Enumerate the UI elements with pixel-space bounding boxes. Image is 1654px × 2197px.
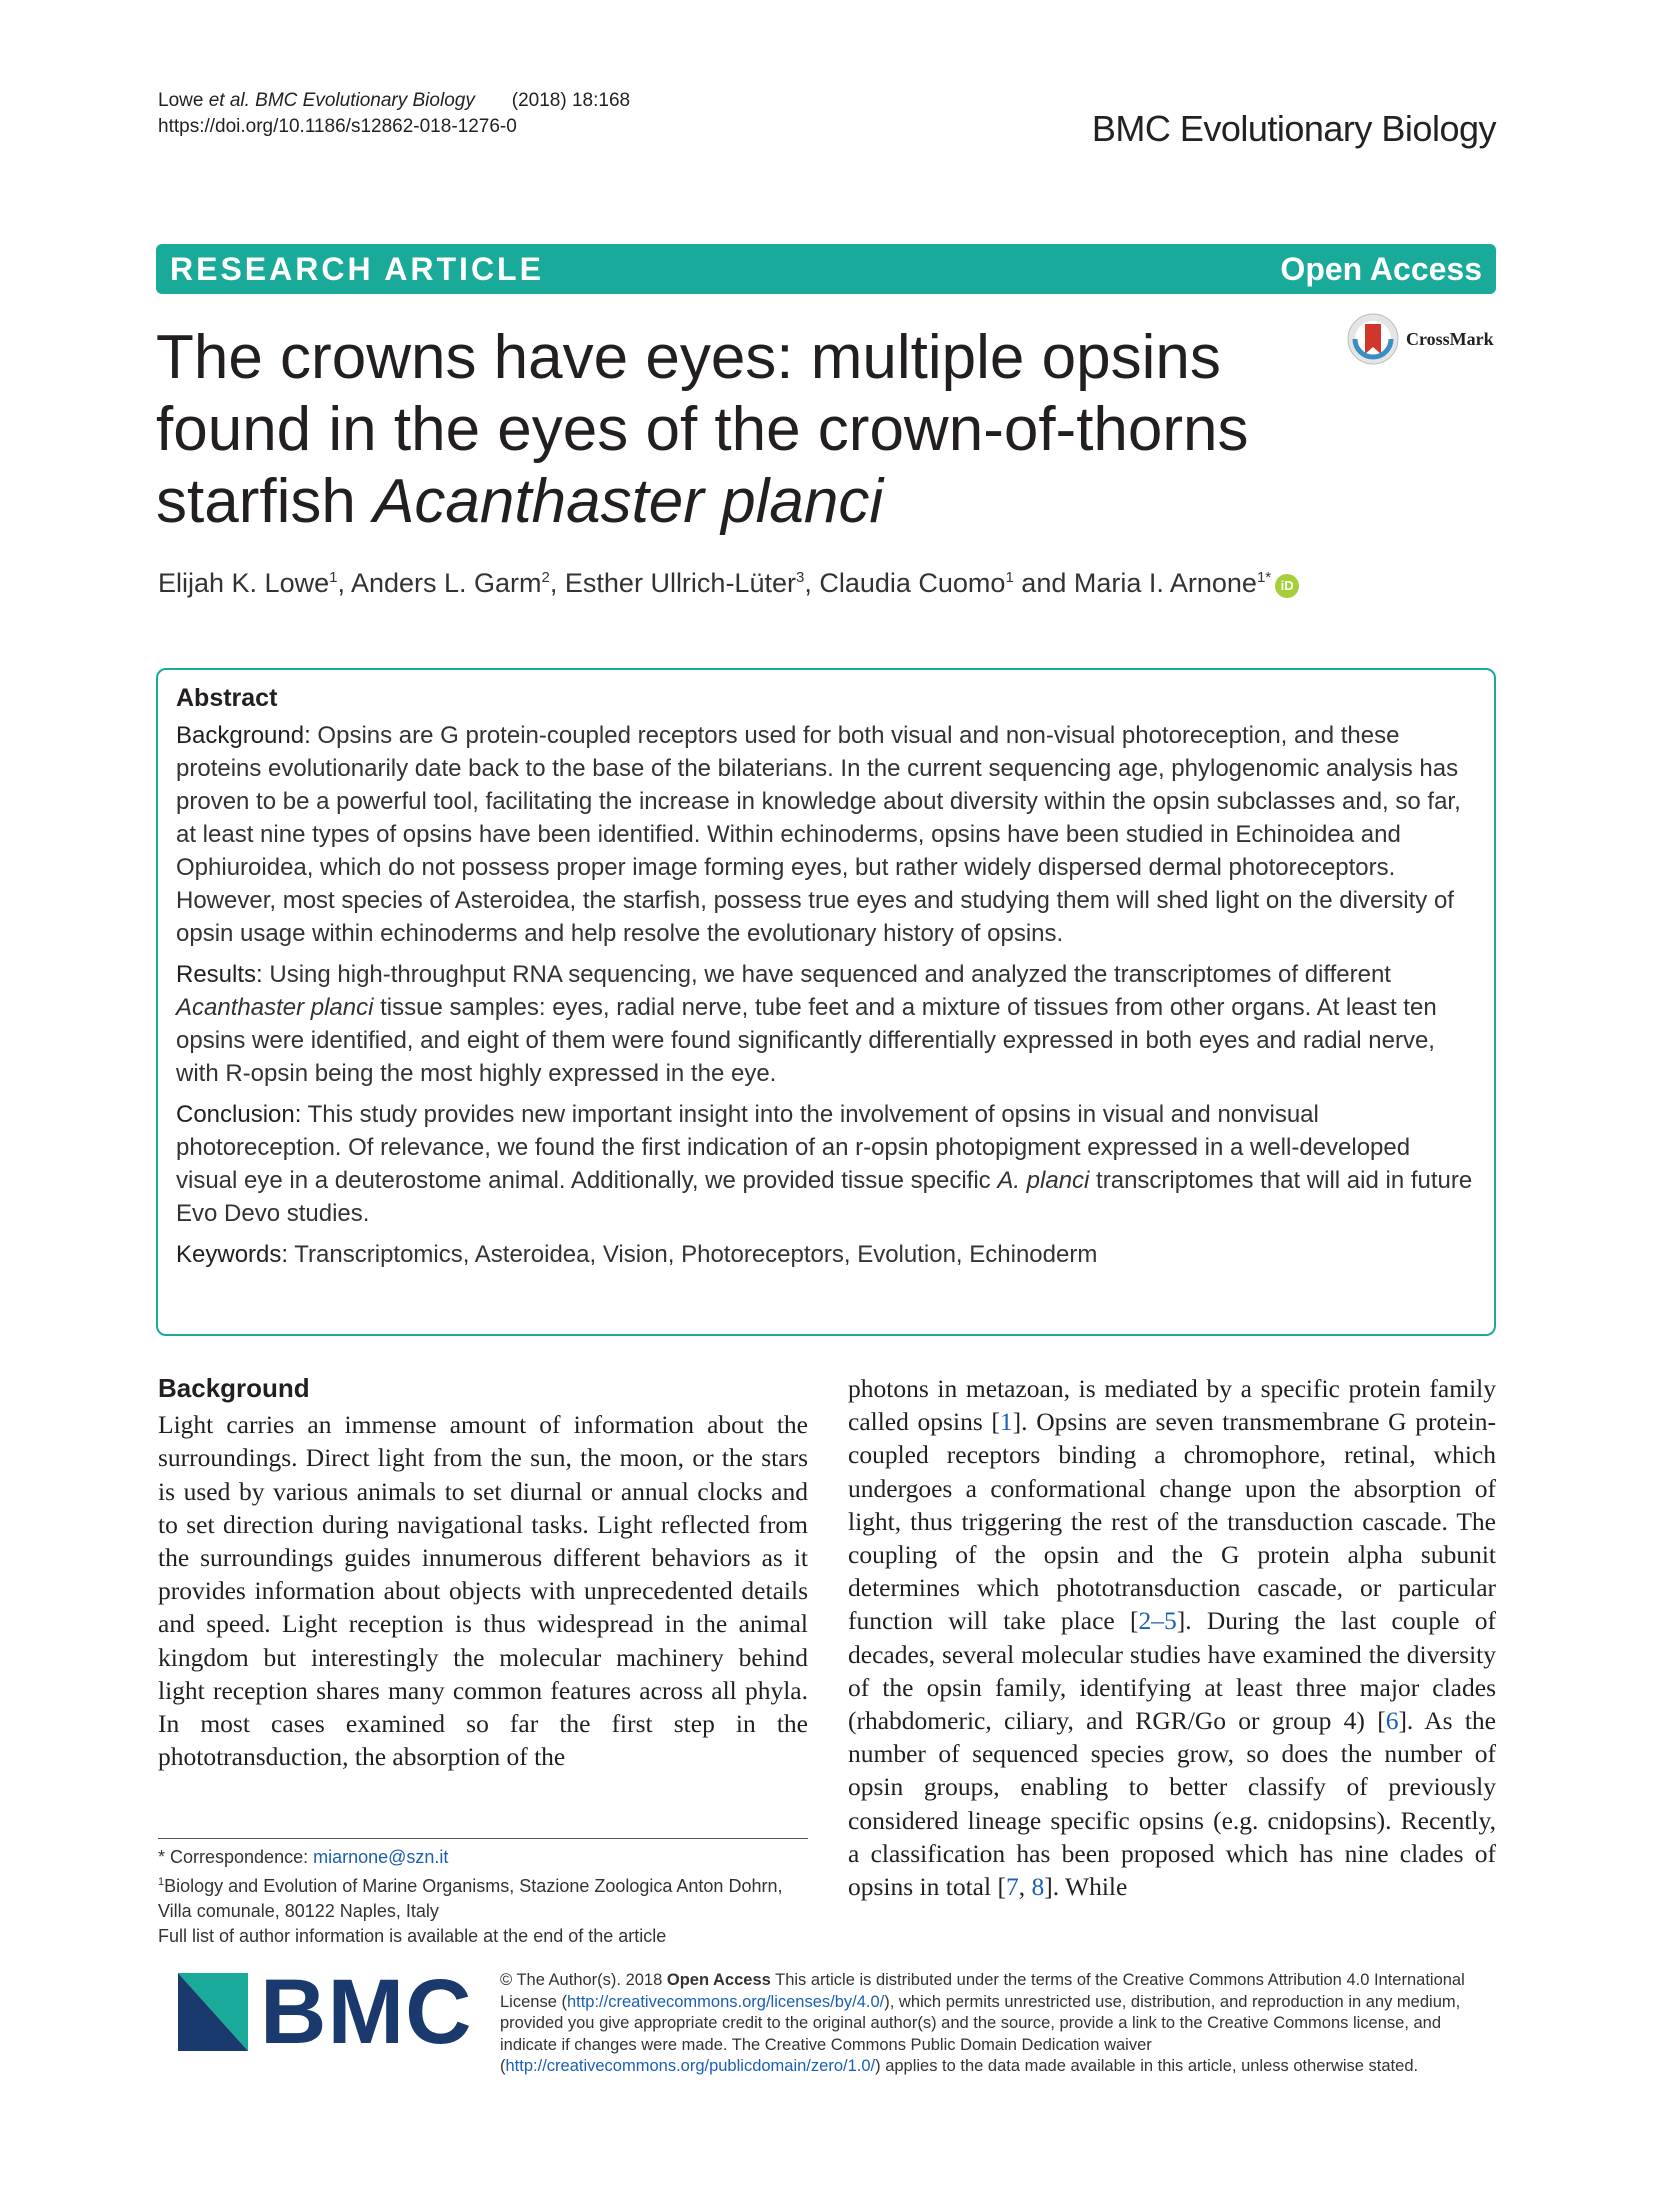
author-name: Esther Ullrich-Lüter (564, 568, 796, 598)
license-link[interactable]: http://creativecommons.org/publicdomain/zero/1.0/ (505, 2057, 876, 2075)
author-list: Elijah K. Lowe$^1$, Anders L. Garm$^2$, Esther Ullrich-Lüter$^3$, Claudia Cuomo$^1$ and Maria I. Arnone$^{1*}$ iD (158, 568, 1299, 599)
author-affiliation: 1 (329, 569, 338, 586)
crossmark-icon (1346, 312, 1400, 366)
citation-link[interactable]: 2 (1138, 1606, 1152, 1636)
footnotes: * Correspondence: miarnone@szn.it $^1$Biology and Evolution of Marine Organisms, Stazione Zoologica Anton Dohrn, Villa comunale, 80122 Naples, Italy Full list of author information is available at the end of the article (158, 1845, 818, 1949)
orcid-icon[interactable]: iD (1275, 574, 1299, 598)
citation-link[interactable]: 1 (999, 1407, 1013, 1437)
abstract-results: Results: Using high-throughput RNA sequencing, we have sequenced and analyzed the transcriptomes of different Acanthaster planci tissue samples: eyes, radial nerve, tube feet and a mixture of tissues from other organs. At least ten opsins were identified, and eight of them were found significantly differentially expressed in both eyes and radial nerve, with R-opsin being the most highly expressed in the eye. (176, 961, 1437, 1087)
bmc-logo (178, 1961, 473, 2063)
species-name: Acanthaster planci (373, 467, 884, 536)
citation-header (158, 88, 630, 140)
body-paragraph: Light carries an immense amount of information about the surroundings. Direct light from the sun, the moon, or the stars is used by various animals to set diurnal or annual clocks and to set direction during navigational tasks. Light reflected from the surroundings guides innumerous different behaviors as it provides information about objects with unprecedented details and speed. Light reception is thus widespread in the animal kingdom but interestingly the molecular machinery behind light reception shares many common features across all phyla. In most cases examined so far the first step in the phototransduction, the absorption of the (158, 1410, 808, 1772)
correspondence-email[interactable]: miarnone@szn.it (313, 1847, 449, 1867)
crossmark-badge[interactable] (1346, 312, 1494, 366)
article-title (156, 322, 1256, 538)
abstract-box (156, 668, 1496, 1336)
abstract-heading: Abstract (176, 684, 278, 712)
author-name: Claudia Cuomo (819, 568, 1006, 598)
abstract-conclusion: Conclusion: This study provides new important insight into the involvement of opsins in visual and nonvisual photoreception. Of relevance, we found the first indication of an r-opsin photopigment expressed in a well-developed visual eye in a deuterostome animal. Additionally, we provided tissue specific A. planci transcriptomes that will aid in future Evo Devo studies. (176, 1101, 1473, 1227)
journal-name: BMC Evolutionary Biology (1091, 108, 1496, 149)
affiliation: $^1$Biology and Evolution of Marine Organisms, Stazione Zoologica Anton Dohrn, Villa comunale, 80122 Naples, Italy (158, 1876, 783, 1921)
bmc-mark-icon (178, 1973, 248, 2051)
author-affiliation: 2 (541, 569, 550, 586)
author-affiliation: 1 (1005, 569, 1014, 586)
citation-year: (2018) 18:168 (511, 90, 631, 111)
title-line: starfish Acanthaster planci (156, 467, 884, 536)
citation-link[interactable]: 7 (1005, 1872, 1019, 1902)
citation-link[interactable]: 8 (1031, 1872, 1045, 1902)
citation-journal: et al. BMC Evolutionary Biology (208, 90, 475, 111)
bmc-wordmark: BMC (260, 1961, 473, 2063)
article-type: RESEARCH ARTICLE (170, 250, 544, 287)
author-affiliation: 1* (1256, 569, 1272, 586)
abstract-keywords: Keywords: Transcriptomics, Asteroidea, Vision, Photoreceptors, Evolution, Echinoderm (176, 1241, 1098, 1268)
crossmark-label: CrossMark (1406, 328, 1494, 349)
article-banner (156, 244, 1496, 294)
body-column-right (848, 1372, 1496, 1903)
body-column-left (158, 1372, 808, 1773)
citation-authors: Lowe (158, 90, 209, 111)
body-paragraph: photons in metazoan, is mediated by a specific protein family called opsins [1]. Opsins are seven transmembrane G protein-coupled receptors binding a chromophore, retinal, which undergoes a conformational change upon the absorption of light, thus triggering the rest of the transduction cascade. The coupling of the opsin and the G protein alpha subunit determines which phototransduction cascade, or particular function will take place [2–5]. During the last couple of decades, several molecular studies have examined the diversity of the opsin family, identifying at least three major clades (rhabdomeric, ciliary, and RGR/Go or group 4) [6]. As the number of sequenced species grow, so does the number of opsin groups, enabling to better classify of previously considered lineage specific opsins (e.g. cnidopsins). Recently, a classification has been proposed which has nine clades of opsins in total [7, 8]. While (848, 1374, 1497, 1902)
citation-link[interactable]: 5 (1164, 1606, 1177, 1636)
title-line: The crowns have eyes: multiple opsins (156, 323, 1221, 392)
citation-link[interactable]: 6 (1385, 1706, 1399, 1736)
author-affiliation: 3 (795, 569, 805, 586)
license-text: © The Author(s). 2018 Open Access This article is distributed under the terms of the Creative Commons Attribution 4.0 International License (http://creativecommons.org/licenses/by/4.0/), which permits unrestricted use, distribution, and reproduction in any medium, provided you give appropriate credit to the original author(s) and the source, provide a link to the Creative Commons license, and indicate if changes were made. The Creative Commons Public Domain Dedication waiver (http://creativecommons.org/publicdomain/zero/1.0/) applies to the data made available in this article, unless otherwise stated. (500, 1971, 1465, 2075)
author-name: Maria I. Arnone (1073, 568, 1257, 598)
abstract-background: Background: Opsins are G protein-coupled receptors used for both visual and non-visual photoreception, and these proteins evolutionarily date back to the base of the bilaterians. In the current sequencing age, phylogenomic analysis has proven to be a powerful tool, facilitating the increase in knowledge about diversity within the opsin subclasses and, so far, at least nine types of opsins have been identified. Within echinoderms, opsins have been studied in Echinoidea and Ophiuroidea, which do not possess proper image forming eyes, but rather widely dispersed dermal photoreceptors. However, most species of Asteroidea, the starfish, possess true eyes and studying them will shed light on the diversity of opsin usage within echinoderms and help resolve the evolutionary history of opsins. (176, 722, 1461, 947)
footnote-divider (158, 1838, 808, 1839)
author-name: Elijah K. Lowe (158, 568, 330, 598)
section-heading: Background (158, 1373, 310, 1403)
author-info-note: Full list of author information is available at the end of the article (158, 1926, 667, 1946)
author-name: Anders L. Garm (350, 568, 542, 598)
open-access-label: Open Access (1280, 250, 1482, 287)
doi-link[interactable]: https://doi.org/10.1186/s12862-018-1276-0 (158, 116, 517, 137)
title-line: found in the eyes of the crown-of-thorns (156, 395, 1249, 464)
license-link[interactable]: http://creativecommons.org/licenses/by/4.0/ (566, 1992, 885, 2011)
